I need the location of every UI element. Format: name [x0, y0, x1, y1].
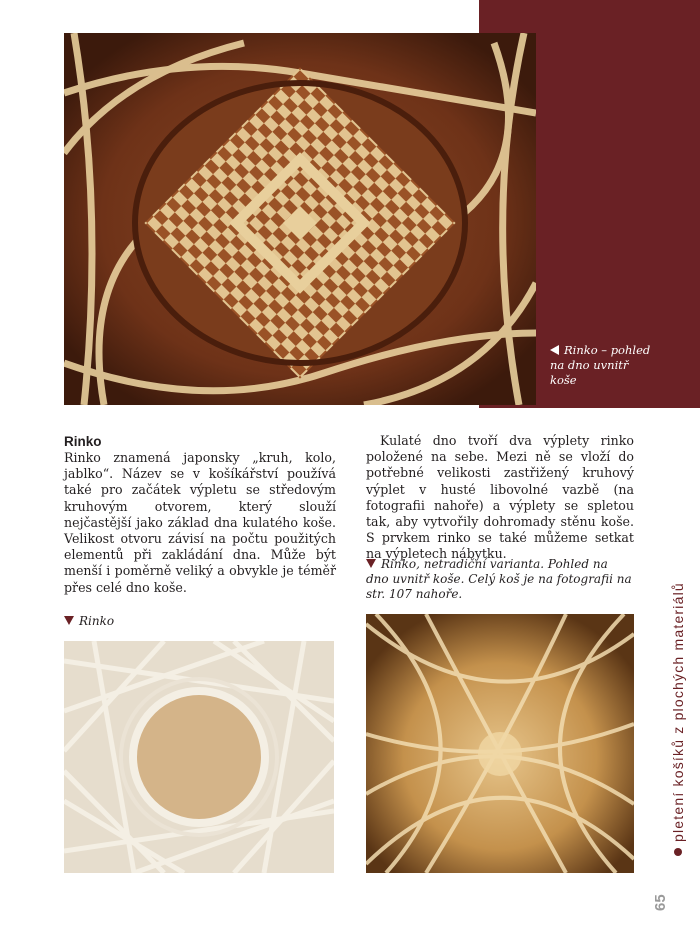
- triangle-down-icon: [366, 559, 376, 568]
- photo-rinko-variant: [366, 614, 634, 873]
- right-column: [366, 433, 634, 563]
- photo-rinko-basket-bottom: [64, 33, 536, 405]
- section-heading: Rinko: [64, 434, 102, 449]
- bottom-right-caption: [366, 557, 634, 602]
- left-column: [64, 433, 336, 596]
- bullet-icon: [674, 848, 682, 856]
- page-number-text: 65: [652, 894, 669, 911]
- photo-rinko-weave: [64, 641, 334, 873]
- bottom-left-caption: [64, 614, 114, 629]
- bottom-left-caption-text: Rinko: [79, 614, 115, 628]
- bottom-right-caption-text: Rinko, netradiční varianta. Pohled na dno uvnitř koše. Celý koš je na fotografii na str. 107 nahoře.: [366, 557, 632, 601]
- page-number: [652, 893, 688, 913]
- top-photo-caption-text: Rinko – pohled na dno uvnitř koše: [550, 343, 651, 387]
- triangle-down-icon: [64, 616, 74, 625]
- triangle-left-icon: [550, 345, 559, 355]
- top-photo-caption: [550, 343, 655, 388]
- right-paragraph: Kulaté dno tvoří dva výplety rinko položené na sebe. Mezi ně se vloží do potřebné velikosti zastřižený kruhový výplet v husté libovolné vazbě (na fotografii nahoře) a výplety se spletou tak, aby vytvořily dohromady stěnu koše. S prvkem rinko se také můžeme setkat na výpletech nábytku.: [366, 433, 634, 562]
- running-title-text: pletení košíků z plochých materiálů: [670, 582, 686, 842]
- left-paragraph: Rinko znamená japonsky „kruh, kolo, jablko“. Název se v košíkářství používá také pro začátek výpletu se středovým kruhovým otvorem, který slouží nejčastější jako základ dna kulatého koše. Velikost otvoru závisí na počtu použitých elementů při zakládání dna. Může být menší i poměrně veliký a obvykle je téměř přes celé dno koše.: [64, 450, 336, 595]
